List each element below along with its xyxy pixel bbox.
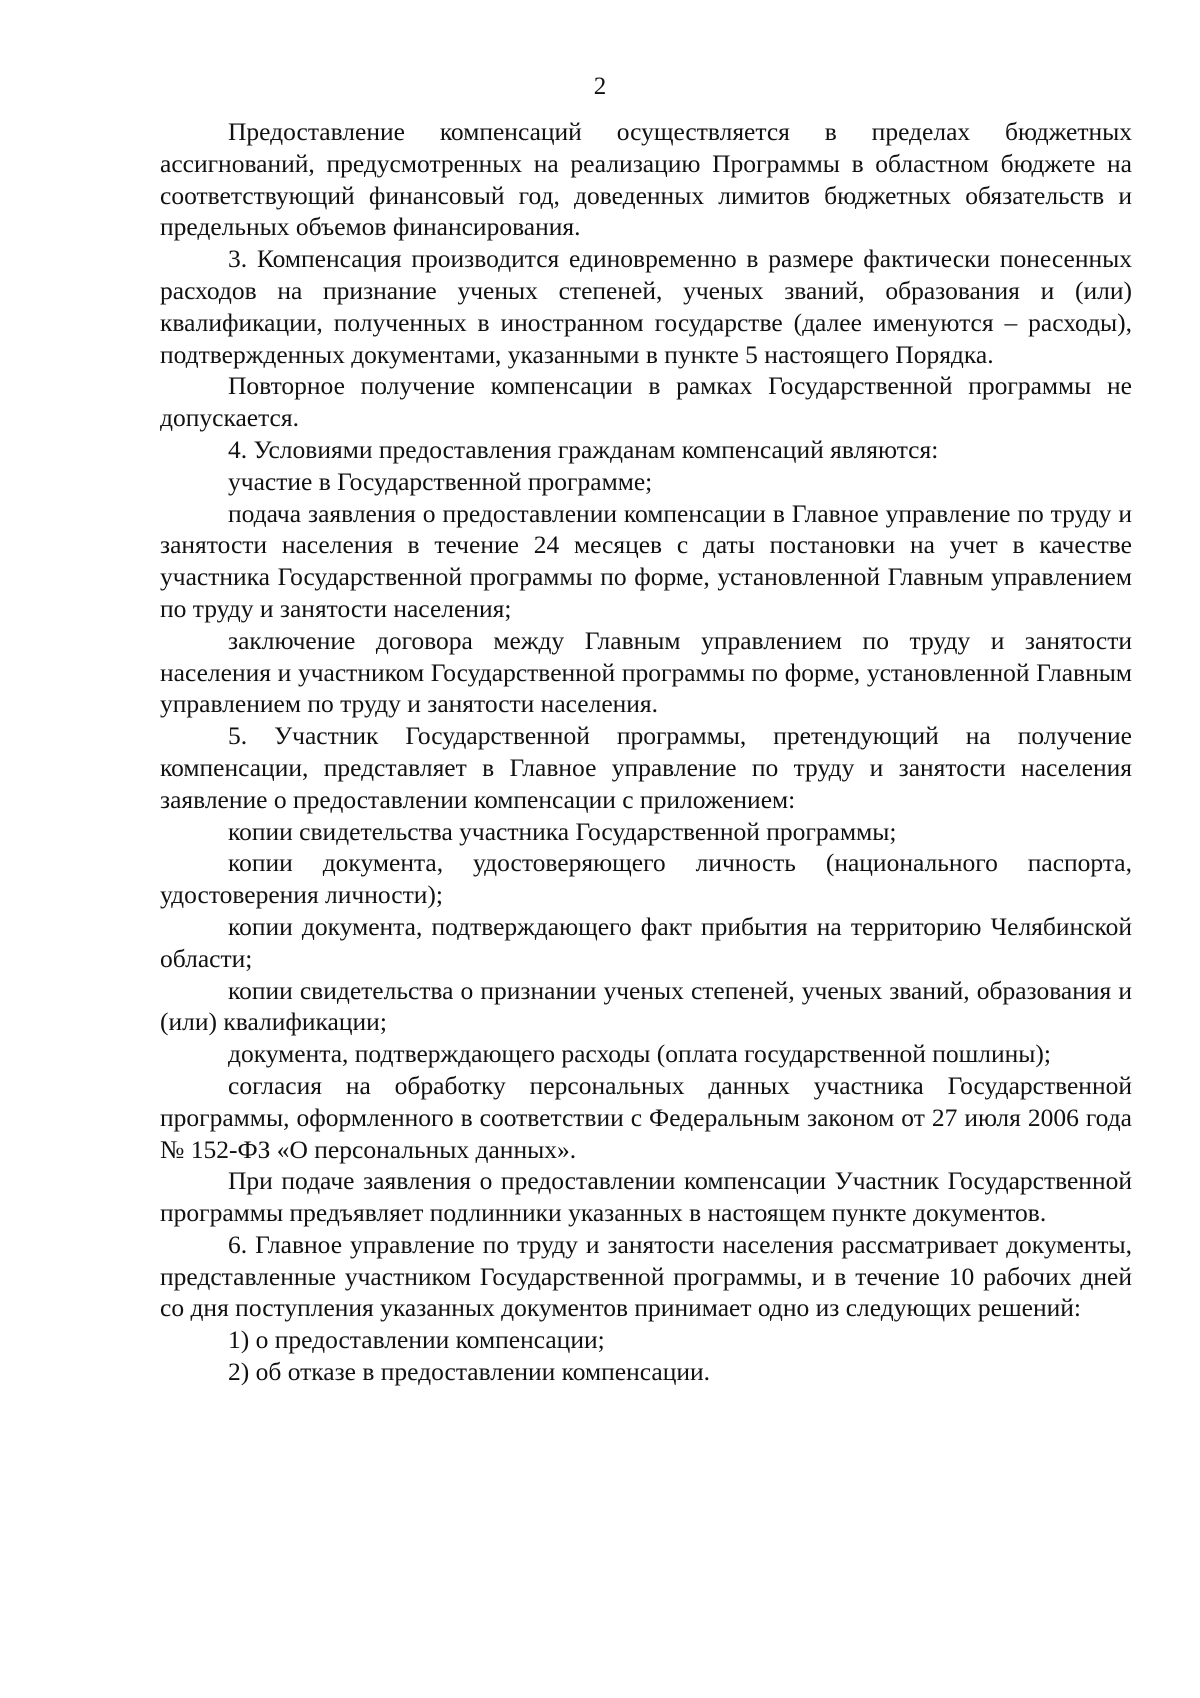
paragraph-funding: Предоставление компенсаций осуществляется в пределах бюджетных ассигнований, предусмотренных на реализацию Программы в областном бюджете на соответствующий финансовый год, доведенных лимитов бюджетных обязательств и предельных объемов финансирования.	[160, 117, 1132, 242]
list-item-application: подача заявления о предоставлении компенсации в Главное управление по труду и занятости населения в течение 24 месяцев с даты постановки на учет в качестве участника Государственной программы по форме, установленной Главным управлением по труду и занятости населения;	[160, 498, 1132, 623]
list-item-participation: участие в Государственной программе;	[228, 466, 653, 496]
paragraph-originals: При подаче заявления о предоставлении компенсации Участник Государственной программы предъявляет подлинники указанных в настоящем пункте документов.	[160, 1166, 1132, 1228]
paragraph-item-3: 3. Компенсация производится единовременно в размере фактически понесенных расходов на признание ученых степеней, ученых званий, образования и (или) квалификации, полученных в иностранном государстве (далее именуются – расходы), подтвержденных документами, указанными в пункте 5 настоящего Порядка.	[160, 244, 1132, 369]
list-item-arrival-copy: копии документа, подтверждающего факт прибытия на территорию Челябинской области;	[160, 911, 1132, 973]
paragraph-item-5: 5. Участник Государственной программы, претендующий на получение компенсации, представляет в Главное управление по труду и занятости населения заявление о предоставлении компенсации с приложением:	[160, 721, 1132, 814]
list-item-id-copy: копии документа, удостоверяющего личность (национального паспорта, удостоверения личности);	[160, 848, 1132, 910]
page-number: 2	[593, 73, 607, 100]
paragraph-item-4: 4. Условиями предоставления гражданам компенсаций являются:	[228, 434, 939, 464]
paragraph-item-6: 6. Главное управление по труду и занятости населения рассматривает документы, представленные участником Государственной программы, и в течение 10 рабочих дней со дня поступления указанных документов принимает одно из следующих решений:	[160, 1229, 1132, 1323]
list-item-recognition-copy: копии свидетельства о признании ученых степеней, ученых званий, образования и (или) квалификации;	[160, 975, 1132, 1037]
list-item-certificate-copy: копии свидетельства участника Государственной программы;	[228, 816, 897, 846]
list-item-expense-document: документа, подтверждающего расходы (оплата государственной пошлины);	[228, 1039, 1052, 1069]
list-item-data-consent: согласия на обработку персональных данных участника Государственной программы, оформленного в соответствии с Федеральным законом от 27 июля 2006 года № 152-ФЗ «О персональных данных».	[160, 1070, 1132, 1164]
decision-option-refuse: 2) об отказе в предоставлении компенсации.	[228, 1357, 711, 1387]
document-body	[160, 116, 1132, 1388]
paragraph-repeat-compensation: Повторное получение компенсации в рамках Государственной программы не допускается.	[160, 371, 1132, 433]
decision-option-grant: 1) о предоставлении компенсации;	[228, 1325, 605, 1355]
list-item-contract: заключение договора между Главным управлением по труду и занятости населения и участником Государственной программы по форме, установленной Главным управлением по труду и занятости населения.	[160, 625, 1132, 719]
